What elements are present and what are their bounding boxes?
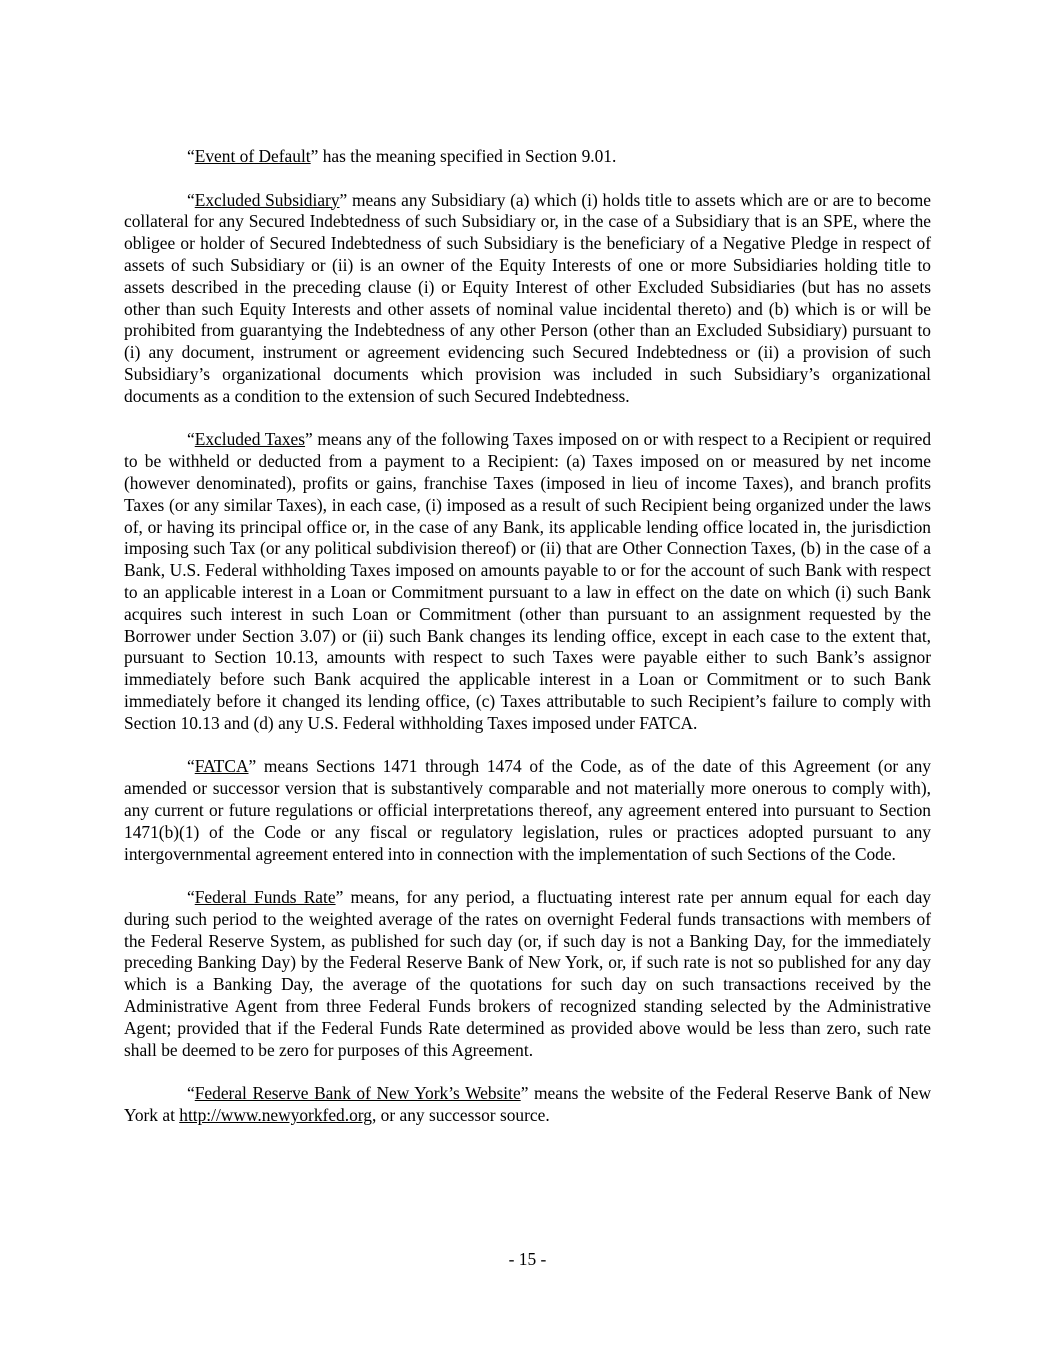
definition-text: ” means, for any period, a fluctuating interest rate per annum equal for each day during such period to the weighted average of the rates on overnight Federal funds transactions with members of the Federal Reserve System, as published for such day (or, if such day is not a Banking Day, for the immediately preceding Banking Day) by the Federal Reserve Bank of New York, or, if such rate is not so published for any day which is a Banking Day, the average of the quotations for such day on such transactions received by the Administrative Agent from three Federal Funds brokers of recognized standing selected by the Administrative Agent; provided that if the Federal Funds Rate determined as provided above would be less than zero, such rate shall be deemed to be zero for purposes of this Agreement. — [124, 887, 931, 1060]
definition-fatca — [124, 756, 931, 865]
defined-term: Excluded Taxes — [194, 429, 306, 450]
open-quote: “ — [187, 189, 195, 210]
document-page — [124, 146, 931, 1149]
definition-text: ” has the meaning specified in Section 9.01. — [310, 146, 617, 166]
definition-frbny-website — [124, 1083, 931, 1127]
defined-term: Federal Reserve Bank of New York’s Website — [194, 1083, 521, 1104]
open-quote: “ — [187, 146, 195, 166]
newyorkfed-link[interactable]: http://www.newyorkfed.org — [179, 1105, 372, 1126]
definition-text: ” means the website of the Federal Reserve Bank of New York at — [124, 1083, 932, 1126]
definition-text: ” means any Subsidiary (a) which (i) holds title to assets which are or are to become collateral for any Secured Indebtedness of such Subsidiary or, in the case of a Subsidiary that is an SPE, where the obligee or holder of Secured Indebtedness of such Subsidiary is the beneficiary of a Negative Pledge in respect of assets of such Subsidiary or (ii) is an owner of the Equity Interests of one or more Subsidiaries holding title to assets described in the preceding clause (i) or Equity Interest of other Excluded Subsidiaries (but has no assets other than such Equity Interests and other assets of nominal value incidental thereto) and (b) which is or will be prohibited from guarantying the Indebtedness of any other Person (other than an Excluded Subsidiary) pursuant to (i) any document, instrument or agreement evidencing such Secured Indebtedness or (ii) a provision of such Subsidiary’s organizational documents which provision was included in such Subsidiary’s organizational documents as a condition to the extension of such Secured Indebtedness. — [124, 189, 931, 406]
definition-text: ” means Sections 1471 through 1474 of the Code, as of the date of this Agreement (or any amended or successor version that is substantively comparable and not materially more onerous to comply with), any current or future regulations or official interpretations thereof, any agreement entered into pursuant to Section 1471(b)(1) of the Code or any fiscal or regulatory legislation, rules or practices adopted pursuant to any intergovernmental agreement entered into in connection with the implementation of such Sections of the Code. — [124, 756, 931, 864]
definition-text: ” means any of the following Taxes imposed on or with respect to a Recipient or required to be withheld or deducted from a payment to a Recipient: (a) Taxes imposed on or measured by net income (however denominated), profits or gains, franchise Taxes (imposed in lieu of income Taxes), and branch profits Taxes (or any similar Taxes), in each case, (i) imposed as a result of such Recipient being organized under the laws of, or having its principal office or, in the case of any Bank, its applicable lending office located in, the jurisdiction imposing such Tax (or any political subdivision thereof) or (ii) that are Other Connection Taxes, (b) in the case of a Bank, U.S. Federal withholding Taxes imposed on amounts payable to or for the account of such Bank with respect to an applicable interest in a Loan or Commitment pursuant to a law in effect on the date on which (i) such Bank acquires such interest in such Loan or Commitment (other than pursuant to an assignment requested by the Borrower under Section 3.07) or (ii) such Bank changes its lending office, except in each case to the extent that, pursuant to Section 10.13, amounts with respect to such Taxes were payable either to such Bank’s assignor immediately before such Bank acquired the applicable interest in a Loan or Commitment or to such Bank immediately before it changed its lending office, (c) Taxes attributable to such Recipient’s failure to comply with Section 10.13 and (d) any U.S. Federal withholding Taxes imposed under FATCA. — [124, 429, 932, 733]
open-quote: “ — [187, 1083, 195, 1104]
defined-term: Event of Default — [194, 146, 311, 166]
defined-term: FATCA — [194, 756, 249, 777]
definition-excluded-taxes — [124, 429, 931, 734]
definition-federal-funds-rate — [124, 887, 931, 1061]
definition-event-of-default — [124, 146, 931, 168]
definition-excluded-subsidiary — [124, 190, 931, 408]
open-quote: “ — [187, 887, 195, 908]
defined-term: Excluded Subsidiary — [194, 189, 340, 210]
open-quote: “ — [187, 756, 195, 777]
defined-term: Federal Funds Rate — [194, 887, 336, 908]
definition-text-end: , or any successor source. — [371, 1105, 550, 1126]
open-quote: “ — [187, 429, 195, 450]
page-number: - 15 - — [508, 1249, 547, 1269]
